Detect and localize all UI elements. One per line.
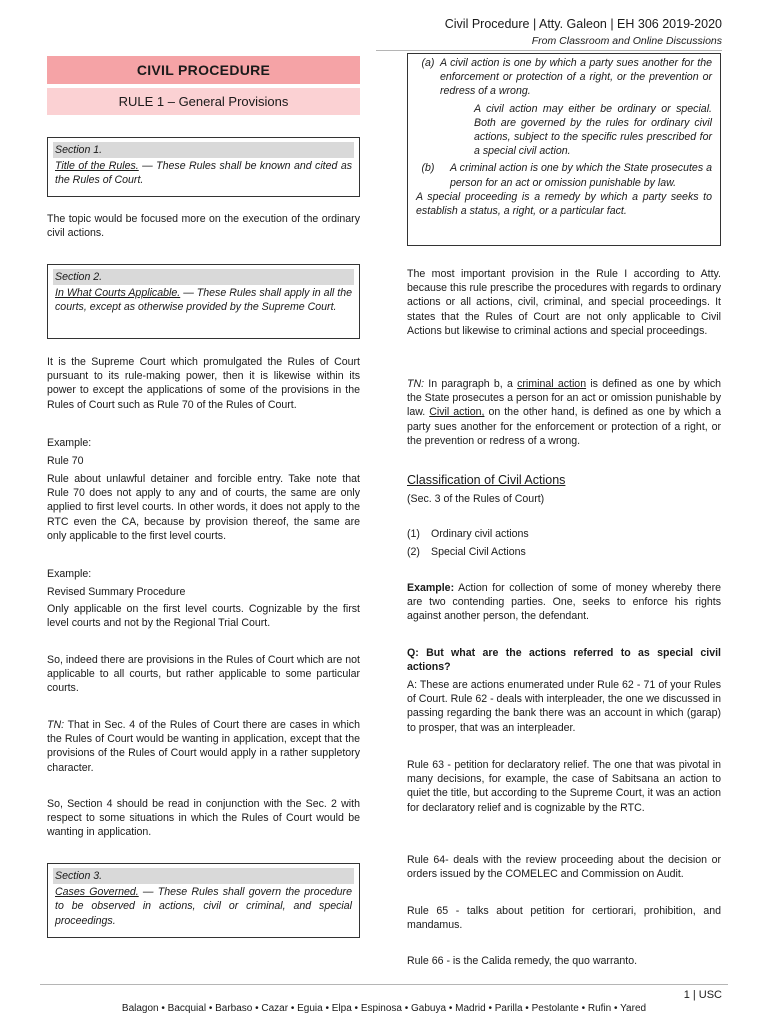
answer: A: These are actions enumerated under Rule 62 - 71 of your Rules of Court. Rule 62 - deals with interpleader, the one we discussed in passing regarding the bank there was an account in which (garap) to prosper, that was an interpleader. — [407, 679, 721, 734]
header-divider — [376, 50, 722, 51]
header-title: Civil Procedure | Atty. Galeon | EH 306 2019-2020 — [444, 17, 722, 31]
section-2-body: — These Rules shall apply in all the courts, except as otherwise provided by the Supreme Court. — [55, 287, 352, 314]
section-1-body: — These Rules shall be known and cited as the Rules of Court. — [55, 160, 353, 187]
section-1-label: Title of the Rules. — [55, 160, 139, 173]
provision-b-label: (b) — [421, 162, 435, 175]
list-item-number: (2) — [407, 546, 420, 559]
list-item-text: Ordinary civil actions — [431, 528, 529, 540]
section-2-label: In What Courts Applicable. — [55, 287, 181, 300]
header-subtitle: From Classroom and Online Discussions — [531, 35, 722, 47]
section-3-label: Cases Governed. — [55, 886, 139, 899]
left-paragraph-6-text: That in Sec. 4 of the Rules of Court there are cases in which the Rules of Court would be wanting in application, except that the provisions of the Rules of Court would apply in a rather suppletory character. — [47, 719, 360, 774]
provision-a-text: A civil action is one by which a party sues another for the enforcement or protection of a right, or the prevention or redress of a wrong. — [440, 57, 712, 98]
right-paragraph-2-part-b: is defined as one by which the State prosecutes a person for an act or omission punishable by law. — [407, 378, 722, 419]
section-3-heading: Section 3. — [53, 868, 354, 884]
left-paragraph-6 — [47, 718, 360, 775]
left-paragraph-2: It is the Supreme Court which promulgated the Rules of Court pursuant to its rule-making power, then it is likewise within its power to except the applications of some of the provisions in the Rules of Court such as Rule 70 of the Rules of Court. — [47, 356, 360, 411]
provision-b-text: A criminal action is one by which the State prosecutes a person for an act or omission punishable by law. — [450, 162, 712, 189]
section-1-box — [47, 137, 360, 197]
tn-label-2: TN: — [407, 378, 425, 390]
right-paragraph-6: Rule 65 - talks about petition for certiorari, prohibition, and mandamus. — [407, 905, 721, 932]
section-3-box — [47, 863, 360, 938]
classification-subheading: (Sec. 3 of the Rules of Court) — [407, 493, 545, 505]
example-2-label: Example: — [47, 568, 92, 580]
question: Q: But what are the actions referred to as special civil actions? — [407, 647, 721, 674]
classification-heading: Classification of Civil Actions — [407, 473, 566, 487]
list-item — [407, 527, 721, 541]
criminal-action-term: criminal action — [517, 378, 587, 390]
left-paragraph-4: Only applicable on the first level courts. Cognizable by the first level courts and not by the Regional Trial Court. — [47, 603, 360, 630]
section-3-text — [53, 885, 354, 928]
provision-a-text-2: A civil action may either be ordinary or special. Both are governed by the rules for ordinary civil actions, subject to the specific rules prescribed for a special civil action. — [474, 102, 712, 158]
section-2-text — [53, 286, 354, 314]
provision-a-label: (a) — [421, 57, 435, 69]
right-paragraph-2-part-a: In paragraph b, a — [424, 378, 518, 390]
example-label: Example: — [407, 582, 455, 594]
list-item-number: (1) — [407, 528, 420, 540]
provision-a — [416, 56, 712, 99]
right-paragraph-5: Rule 64- deals with the review proceeding about the decision or orders issued by the COMELEC and Commission on Audit. — [407, 854, 721, 881]
rule-title: RULE 1 – General Provisions — [47, 88, 360, 115]
example-1-title: Rule 70 — [47, 455, 84, 467]
provision-c-text: A special proceeding is a remedy by which a party seeks to establish a status, a right, or a particular fact. — [416, 190, 712, 218]
section-3-provisions-box — [407, 53, 721, 246]
section-3-body: — These Rules shall govern the procedure to be observed in actions, civil or criminal, and special proceedings. — [55, 886, 352, 927]
example-1-label: Example: — [47, 437, 92, 449]
footer-divider — [40, 984, 728, 985]
provision-b — [416, 161, 712, 189]
right-paragraph-4: Rule 63 - petition for declaratory relief. The one that was pivotal in many decisions, for example, the case of Sabitsana an action to quiet the title, but according to the Supreme Court, it was an action for declaratory relief and is cognizable by the RTC. — [407, 759, 721, 814]
left-paragraph-7: So, Section 4 should be read in conjunction with the Sec. 2 with respect to some situations in which the Rules of Court would be wanting in application. — [47, 798, 360, 839]
section-2-heading: Section 2. — [53, 269, 354, 285]
section-1-heading: Section 1. — [53, 142, 354, 158]
page-number: 1 | USC — [683, 989, 722, 1001]
document-title: CIVIL PROCEDURE — [47, 56, 360, 84]
authors-list: Balagon • Bacquial • Barbaso • Cazar • Eguia • Elpa • Espinosa • Gabuya • Madrid • Parilla • Pestolante • Rufin • Yared — [121, 1003, 647, 1014]
left-paragraph-5: So, indeed there are provisions in the Rules of Court which are not applicable to all courts, but rather applicable to some particular courts. — [47, 654, 360, 695]
classification-list — [407, 527, 721, 559]
right-paragraph-3-text: Action for collection of some of money whereby there are two contending parties. One, seeks to enforce his rights against another person, the defendant. — [407, 582, 721, 623]
list-item — [407, 545, 721, 559]
left-paragraph-3: Rule about unlawful detainer and forcible entry. Take note that Rule 70 does not apply to any and of courts, the same are only applied to first level courts. In other words, it does not apply to the RTC even the CA, because by provision thereof, the same are only applicable to the first level courts. — [47, 473, 360, 542]
right-paragraph-3 — [407, 581, 721, 624]
list-item-text: Special Civil Actions — [431, 546, 526, 559]
section-2-box — [47, 264, 360, 339]
civil-action-term: Civil action, — [429, 406, 485, 419]
example-2-title: Revised Summary Procedure — [47, 586, 186, 598]
left-paragraph-1: The topic would be focused more on the execution of the ordinary civil actions. — [47, 213, 360, 240]
right-paragraph-2 — [407, 377, 721, 448]
right-paragraph-7: Rule 66 - is the Calida remedy, the quo warranto. — [407, 955, 638, 967]
provision-a-continued — [416, 102, 712, 159]
section-1-text — [53, 159, 354, 187]
right-paragraph-1: The most important provision in the Rule I according to Atty. because this rule prescribe the procedures with regards to ordinary actions or all actions, civil, criminal, and special proceedings. It states that the Rules of Court are not only applicable to Civil Actions but likewise to criminal actions and special proceedings. — [407, 268, 721, 337]
right-paragraph-2-part-c: on the other hand, is defined as one by which a party sues another for the enforcement or protection of a right, or the prevention or redress of a wrong. — [407, 406, 721, 447]
tn-label: TN: — [47, 719, 65, 731]
